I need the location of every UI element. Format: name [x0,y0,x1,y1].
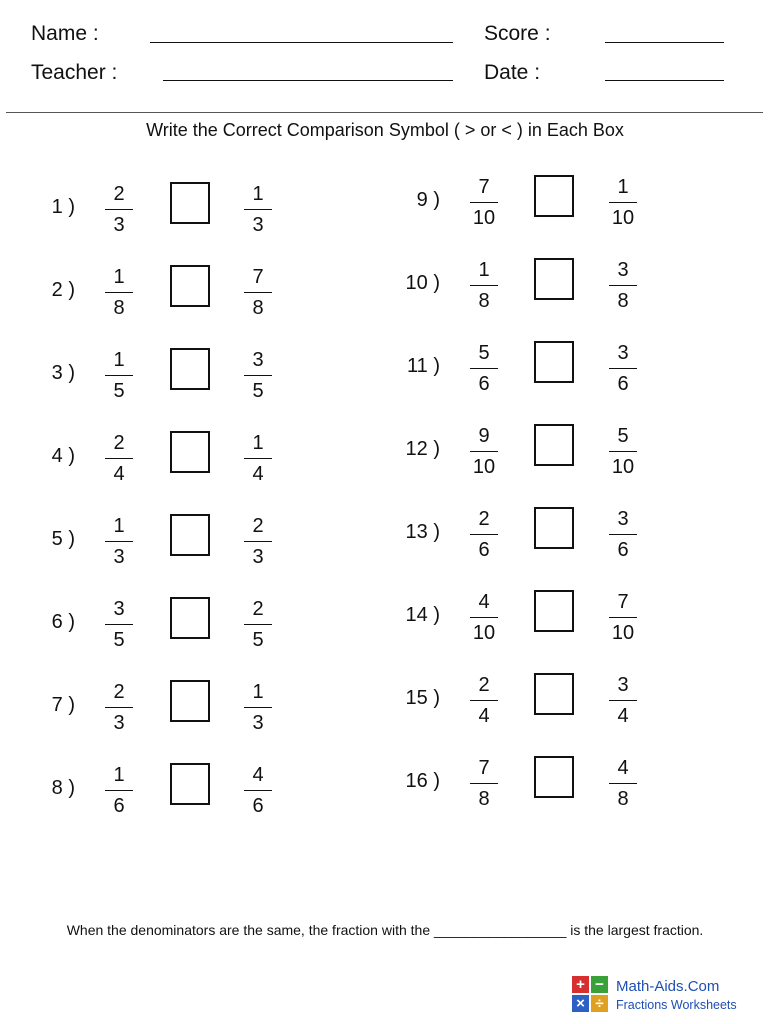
fraction-bar [609,451,637,452]
numerator: 5 [617,425,629,447]
fraction-bar [244,541,272,542]
fraction-b [238,431,278,486]
fraction-a [464,673,504,728]
answer-box[interactable] [534,424,574,466]
fraction-b [603,258,643,313]
numerator: 7 [252,266,264,288]
fraction-bar [470,783,498,784]
fraction-b [603,590,643,645]
denominator: 10 [611,622,635,644]
multiply-icon: × [572,995,589,1012]
problem-row [360,342,660,415]
fraction-b [238,763,278,818]
answer-box[interactable] [170,514,210,556]
fraction-bar [609,285,637,286]
instructions: Write the Correct Comparison Symbol ( > or < ) in Each Box [146,120,624,140]
denominator: 8 [252,297,264,319]
numerator: 3 [617,342,629,364]
problem-number: 6 ) [51,611,75,633]
numerator: 1 [113,764,125,786]
numerator: 1 [113,349,125,371]
answer-box[interactable] [170,182,210,224]
problem-number: 15 ) [405,687,440,709]
numerator: 2 [113,432,125,454]
problem-row [360,508,660,581]
fraction-b [238,680,278,735]
fraction-bar [105,458,133,459]
answer-box[interactable] [170,265,210,307]
numerator: 3 [617,508,629,530]
fraction-a [99,182,139,237]
fraction-bar [609,202,637,203]
numerator: 5 [478,342,490,364]
fraction-b [603,756,643,811]
denominator: 6 [478,539,490,561]
fraction-bar [470,368,498,369]
numerator: 1 [252,432,264,454]
fraction-bar [105,707,133,708]
answer-box[interactable] [170,680,210,722]
teacher-field-line[interactable] [163,80,453,81]
numerator: 3 [617,259,629,281]
denominator: 8 [478,290,490,312]
fraction-a [464,175,504,230]
plus-icon: + [572,976,589,993]
fraction-bar [470,451,498,452]
denominator: 3 [252,214,264,236]
problem-row [0,681,300,754]
problem-row [0,598,300,671]
denominator: 6 [252,795,264,817]
fraction-bar [244,624,272,625]
numerator: 3 [617,674,629,696]
problem-number: 14 ) [405,604,440,626]
problem-number: 12 ) [405,438,440,460]
denominator: 6 [617,373,629,395]
answer-box[interactable] [534,507,574,549]
problem-number: 13 ) [405,521,440,543]
fraction-bar [244,458,272,459]
date-label: Date : [484,61,541,84]
fraction-b [238,514,278,569]
fraction-a [464,341,504,396]
fraction-bar [105,375,133,376]
problem-number: 1 ) [51,196,75,218]
numerator: 3 [113,598,125,620]
problem-row [0,432,300,505]
fraction-bar [609,368,637,369]
numerator: 7 [478,176,490,198]
answer-box[interactable] [534,756,574,798]
answer-box[interactable] [170,597,210,639]
numerator: 1 [113,266,125,288]
answer-box[interactable] [170,431,210,473]
problem-row [0,764,300,837]
fraction-bar [609,700,637,701]
teacher-label: Teacher : [31,61,118,84]
fraction-bar [244,292,272,293]
denominator: 5 [113,629,125,651]
denominator: 10 [611,207,635,229]
numerator: 4 [617,757,629,779]
fraction-bar [244,209,272,210]
fraction-b [238,348,278,403]
fraction-b [603,507,643,562]
fraction-bar [609,617,637,618]
problem-row [0,183,300,256]
fraction-a [99,763,139,818]
score-label: Score : [484,22,551,45]
numerator: 1 [617,176,629,198]
denominator: 4 [113,463,125,485]
footer-sentence: When the denominators are the same, the fraction with the _________________ is the largest fraction. [66,922,704,938]
problem-row [360,591,660,664]
numerator: 3 [252,349,264,371]
problem-number: 7 ) [51,694,75,716]
problem-row [360,176,660,249]
fraction-b [603,424,643,479]
fraction-a [99,431,139,486]
numerator: 2 [252,515,264,537]
numerator: 2 [252,598,264,620]
problem-number: 10 ) [405,272,440,294]
fraction-a [464,258,504,313]
denominator: 4 [252,463,264,485]
problem-row [360,757,660,830]
name-field-line[interactable] [150,42,453,43]
fraction-a [464,507,504,562]
fraction-b [603,175,643,230]
denominator: 6 [113,795,125,817]
problem-row [0,266,300,339]
math-aids-logo-icon [572,976,608,1012]
fraction-b [238,265,278,320]
problem-row [360,674,660,747]
fraction-b [603,341,643,396]
fraction-bar [244,375,272,376]
fraction-a [464,590,504,645]
problem-number: 16 ) [405,770,440,792]
answer-box[interactable] [534,590,574,632]
numerator: 4 [252,764,264,786]
problem-number: 5 ) [51,528,75,550]
numerator: 2 [478,674,490,696]
name-label: Name : [31,22,99,45]
fraction-bar [105,292,133,293]
answer-box[interactable] [170,763,210,805]
problem-number: 8 ) [51,777,75,799]
fraction-bar [105,624,133,625]
answer-box[interactable] [534,673,574,715]
denominator: 5 [252,629,264,651]
problem-row [0,515,300,588]
problem-number: 9 ) [416,189,440,211]
denominator: 3 [113,546,125,568]
date-field-line[interactable] [605,80,724,81]
denominator: 5 [113,380,125,402]
denominator: 8 [478,788,490,810]
fraction-b [603,673,643,728]
denominator: 10 [611,456,635,478]
fraction-bar [105,790,133,791]
answer-box[interactable] [534,175,574,217]
fraction-bar [470,617,498,618]
fraction-bar [470,534,498,535]
numerator: 1 [478,259,490,281]
fraction-a [464,424,504,479]
divide-icon: ÷ [591,995,608,1012]
numerator: 1 [113,515,125,537]
denominator: 8 [617,788,629,810]
answer-box[interactable] [170,348,210,390]
fraction-bar [609,783,637,784]
problem-row [0,349,300,422]
brand-subtitle: Fractions Worksheets [616,998,737,1012]
problem-number: 4 ) [51,445,75,467]
brand-name[interactable]: Math-Aids.Com [616,978,720,995]
fraction-bar [105,541,133,542]
denominator: 4 [478,705,490,727]
numerator: 1 [252,183,264,205]
numerator: 9 [478,425,490,447]
fraction-bar [244,707,272,708]
numerator: 1 [252,681,264,703]
numerator: 2 [113,681,125,703]
denominator: 5 [252,380,264,402]
denominator: 10 [472,622,496,644]
fraction-a [99,348,139,403]
denominator: 4 [617,705,629,727]
problem-number: 11 ) [407,355,440,377]
numerator: 2 [478,508,490,530]
denominator: 3 [252,546,264,568]
numerator: 4 [478,591,490,613]
denominator: 6 [478,373,490,395]
denominator: 8 [617,290,629,312]
problem-number: 3 ) [51,362,75,384]
fraction-bar [470,285,498,286]
numerator: 2 [113,183,125,205]
fraction-a [464,756,504,811]
fraction-bar [470,700,498,701]
fraction-a [99,265,139,320]
denominator: 6 [617,539,629,561]
fraction-b [238,182,278,237]
fraction-bar [609,534,637,535]
fraction-bar [105,209,133,210]
denominator: 3 [252,712,264,734]
header-divider [6,112,763,113]
fraction-bar [244,790,272,791]
denominator: 10 [472,207,496,229]
fraction-b [238,597,278,652]
answer-box[interactable] [534,258,574,300]
denominator: 10 [472,456,496,478]
fraction-a [99,597,139,652]
fraction-a [99,680,139,735]
problem-number: 2 ) [51,279,75,301]
fraction-a [99,514,139,569]
problem-row [360,259,660,332]
minus-icon: − [591,976,608,993]
denominator: 3 [113,214,125,236]
score-field-line[interactable] [605,42,724,43]
denominator: 3 [113,712,125,734]
denominator: 8 [113,297,125,319]
problem-row [360,425,660,498]
answer-box[interactable] [534,341,574,383]
numerator: 7 [478,757,490,779]
numerator: 7 [617,591,629,613]
fraction-bar [470,202,498,203]
